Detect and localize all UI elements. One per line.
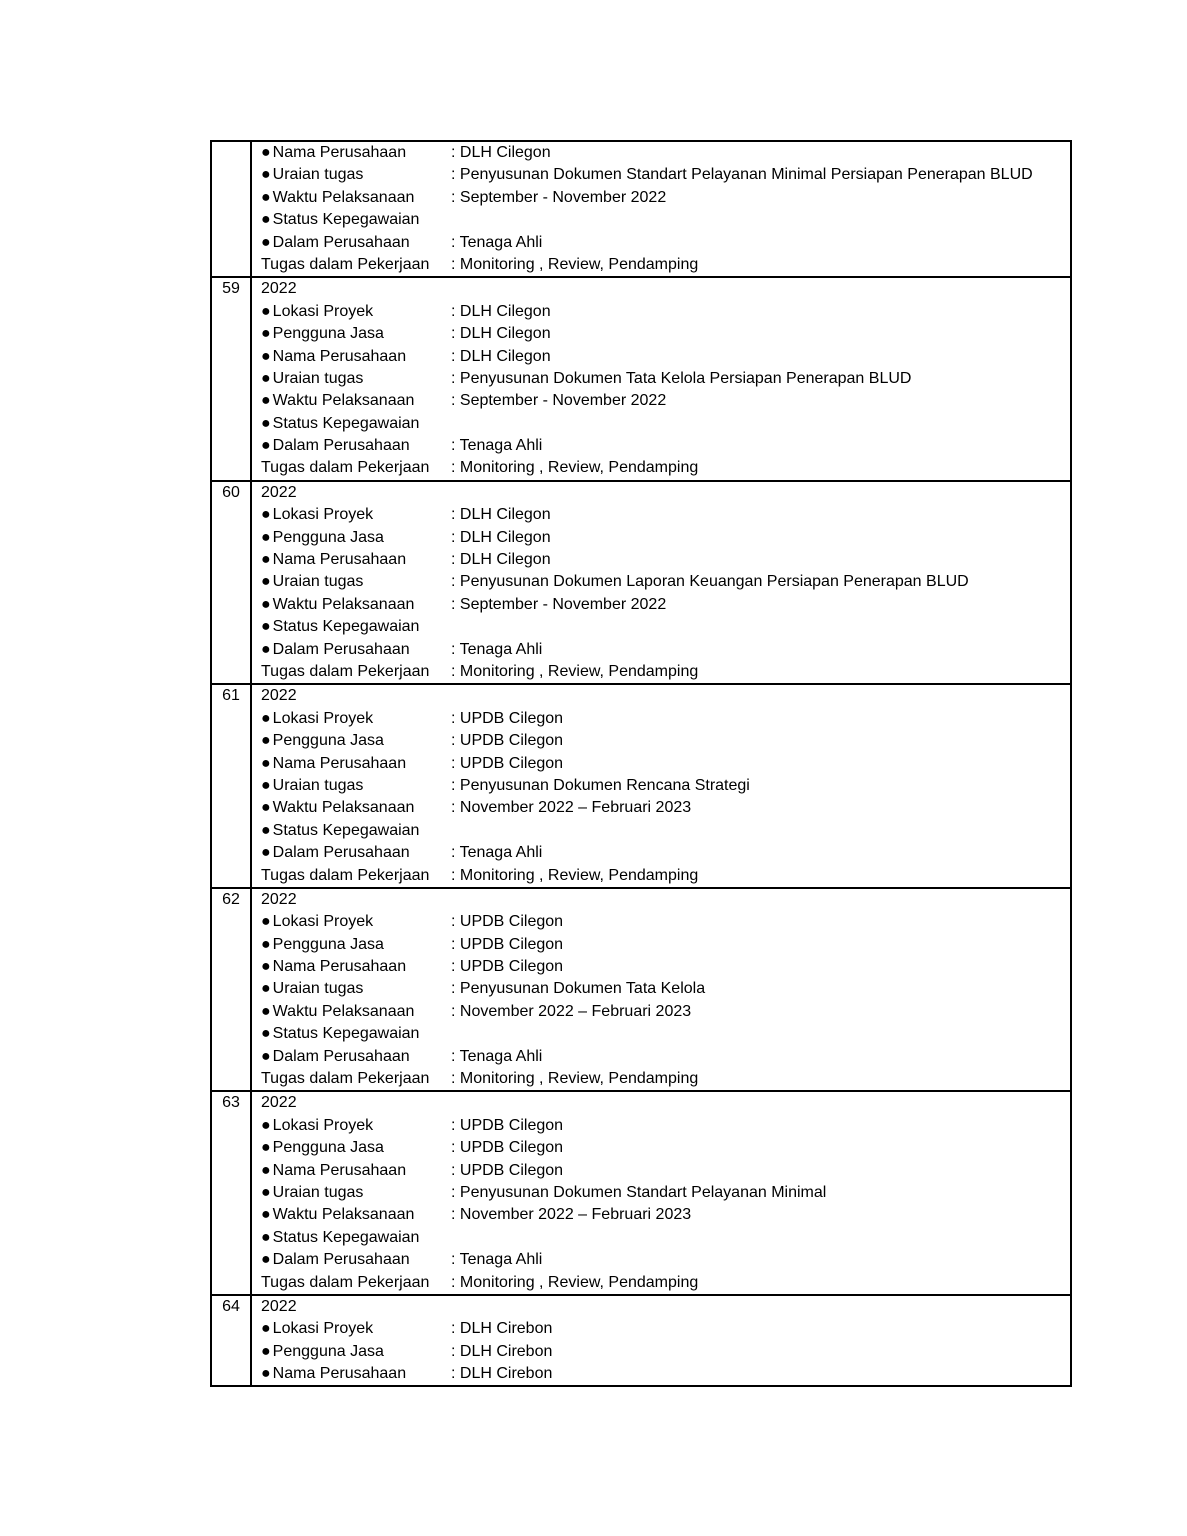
detail-label-cell: [261, 797, 451, 819]
detail-label: Lokasi Proyek: [272, 506, 374, 524]
detail-label: Dalam Perusahaan: [272, 1047, 410, 1065]
row-number: 64: [212, 1296, 252, 1386]
detail-label: Waktu Pelaksanaan: [272, 799, 415, 817]
detail-value: : Penyusunan Dokumen Standart Pelayanan Minimal Persiapan Penerapan BLUD: [451, 166, 1033, 184]
detail-value: : November 2022 – Februari 2023: [451, 1206, 692, 1224]
detail-label: Pengguna Jasa: [272, 325, 384, 343]
detail-value: : UPDB Cilegon: [451, 754, 564, 772]
detail-label-cell: [261, 435, 451, 457]
detail-label-cell: [261, 368, 451, 390]
bullet-icon: ●: [261, 1342, 271, 1360]
detail-line: [261, 1204, 1070, 1226]
detail-value: : Tenaga Ahli: [451, 437, 543, 455]
row-year: 2022: [261, 1297, 297, 1315]
detail-value: : Penyusunan Dokumen Rencana Strategi: [451, 776, 750, 794]
detail-label: Waktu Pelaksanaan: [272, 1206, 415, 1224]
detail-label-cell: [261, 1115, 451, 1137]
row-number: 63: [212, 1092, 252, 1294]
detail-line: [261, 1272, 1070, 1294]
table-row: [212, 683, 1070, 887]
row-number: [212, 142, 252, 276]
detail-line: [261, 457, 1070, 479]
detail-line: [261, 1182, 1070, 1204]
bullet-icon: ●: [261, 1365, 271, 1383]
detail-label: Uraian tugas: [272, 166, 364, 184]
detail-label-cell: [261, 911, 451, 933]
detail-label-cell: [261, 142, 451, 164]
row-content: [252, 1092, 1070, 1294]
bullet-icon: ●: [261, 325, 271, 343]
detail-value: : UPDB Cilegon: [451, 732, 564, 750]
detail-label: Tugas dalam Pekerjaan: [261, 662, 430, 680]
detail-line: [261, 616, 1070, 638]
detail-line: [261, 549, 1070, 571]
detail-line: [261, 164, 1070, 186]
detail-value: : UPDB Cilegon: [451, 935, 564, 953]
table-row: [212, 480, 1070, 684]
detail-label: Tugas dalam Pekerjaan: [261, 255, 430, 273]
detail-value: : UPDB Cilegon: [451, 1161, 564, 1179]
bullet-icon: ●: [261, 1139, 271, 1157]
detail-line: [261, 797, 1070, 819]
row-year: 2022: [261, 1094, 297, 1112]
bullet-icon: ●: [261, 1116, 271, 1134]
bullet-icon: ●: [261, 799, 271, 817]
detail-value: : Monitoring , Review, Pendamping: [451, 1070, 699, 1088]
detail-line: [261, 911, 1070, 933]
detail-label-cell: [261, 616, 451, 638]
detail-label: Waktu Pelaksanaan: [272, 392, 415, 410]
bullet-icon: ●: [261, 844, 271, 862]
detail-label-cell: [261, 390, 451, 412]
detail-label-cell: [261, 457, 451, 479]
row-content: [252, 482, 1070, 684]
detail-label: Status Kepegawaian: [272, 414, 420, 432]
detail-line: [261, 1318, 1070, 1340]
detail-line: [261, 594, 1070, 616]
row-content: [252, 1296, 1070, 1386]
detail-label: Status Kepegawaian: [272, 618, 420, 636]
bullet-icon: ●: [261, 528, 271, 546]
detail-value: : DLH Cirebon: [451, 1342, 553, 1360]
row-number: 62: [212, 889, 252, 1091]
bullet-icon: ●: [261, 709, 271, 727]
detail-label-cell: [261, 1068, 451, 1090]
detail-label: Uraian tugas: [272, 980, 364, 998]
detail-value: : DLH Cilegon: [451, 528, 551, 546]
bullet-icon: ●: [261, 776, 271, 794]
detail-line: [261, 1001, 1070, 1023]
detail-label-cell: [261, 1318, 451, 1340]
detail-value: : DLH Cirebon: [451, 1365, 553, 1383]
detail-line: [261, 1341, 1070, 1363]
detail-label: Nama Perusahaan: [272, 754, 407, 772]
detail-label: Lokasi Proyek: [272, 1320, 374, 1338]
bullet-icon: ●: [261, 144, 271, 161]
detail-label: Uraian tugas: [272, 369, 364, 387]
detail-line: [261, 730, 1070, 752]
row-content: [252, 278, 1070, 480]
detail-label-cell: [261, 639, 451, 661]
detail-label-cell: [261, 504, 451, 526]
detail-label-cell: [261, 301, 451, 323]
detail-label-cell: [261, 775, 451, 797]
detail-label-cell: [261, 1272, 451, 1294]
bullet-icon: ●: [261, 369, 271, 387]
detail-value: : Penyusunan Dokumen Standart Pelayanan Minimal: [451, 1183, 827, 1201]
detail-label-cell: [261, 820, 451, 842]
detail-value: : DLH Cilegon: [451, 551, 551, 569]
detail-value: : DLH Cilegon: [451, 325, 551, 343]
detail-label: Nama Perusahaan: [272, 144, 407, 161]
table-row: [212, 1090, 1070, 1294]
row-year: 2022: [261, 280, 297, 298]
bullet-icon: ●: [261, 1206, 271, 1224]
detail-value: : Tenaga Ahli: [451, 1047, 543, 1065]
detail-label-cell: [261, 1160, 451, 1182]
detail-value: : Tenaga Ahli: [451, 844, 543, 862]
bullet-icon: ●: [261, 958, 271, 976]
detail-label-cell: [261, 1023, 451, 1045]
detail-label-cell: [261, 346, 451, 368]
bullet-icon: ●: [261, 1161, 271, 1179]
detail-line: [261, 1160, 1070, 1182]
detail-label-cell: [261, 1182, 451, 1204]
row-number: 60: [212, 482, 252, 684]
detail-line: [261, 956, 1070, 978]
detail-line: [261, 368, 1070, 390]
detail-label-cell: [261, 1249, 451, 1271]
detail-line: [261, 346, 1070, 368]
detail-label-cell: [261, 1363, 451, 1385]
detail-value: : Tenaga Ahli: [451, 233, 543, 251]
detail-line: [261, 934, 1070, 956]
detail-value: : UPDB Cilegon: [451, 958, 564, 976]
bullet-icon: ●: [261, 437, 271, 455]
detail-value: : September - November 2022: [451, 392, 667, 410]
detail-value: : Monitoring , Review, Pendamping: [451, 662, 699, 680]
detail-line: [261, 504, 1070, 526]
detail-value: : UPDB Cilegon: [451, 1116, 564, 1134]
detail-label: Status Kepegawaian: [272, 1228, 420, 1246]
detail-label: Pengguna Jasa: [272, 732, 384, 750]
detail-line: [261, 639, 1070, 661]
detail-label: Waktu Pelaksanaan: [272, 1002, 415, 1020]
detail-line: [261, 1115, 1070, 1137]
detail-label: Dalam Perusahaan: [272, 1251, 410, 1269]
detail-value: : Penyusunan Dokumen Tata Kelola Persiapan Penerapan BLUD: [451, 369, 912, 387]
detail-label-cell: [261, 842, 451, 864]
bullet-icon: ●: [261, 1047, 271, 1065]
row-content: [252, 142, 1070, 276]
detail-label-cell: [261, 730, 451, 752]
detail-line: [261, 1227, 1070, 1249]
detail-label: Dalam Perusahaan: [272, 233, 410, 251]
detail-label-cell: [261, 527, 451, 549]
detail-label-cell: [261, 934, 451, 956]
detail-line: [261, 232, 1070, 254]
detail-label-cell: [261, 708, 451, 730]
bullet-icon: ●: [261, 1002, 271, 1020]
detail-label: Pengguna Jasa: [272, 1342, 384, 1360]
bullet-icon: ●: [261, 640, 271, 658]
bullet-icon: ●: [261, 595, 271, 613]
bullet-icon: ●: [261, 1025, 271, 1043]
bullet-icon: ●: [261, 211, 271, 229]
detail-label-cell: [261, 187, 451, 209]
detail-label: Uraian tugas: [272, 1183, 364, 1201]
detail-line: [261, 390, 1070, 412]
bullet-icon: ●: [261, 392, 271, 410]
experience-table: [210, 140, 1072, 1387]
table-row: [212, 276, 1070, 480]
detail-line: [261, 978, 1070, 1000]
detail-value: : September - November 2022: [451, 188, 667, 206]
detail-label-cell: [261, 413, 451, 435]
detail-label-cell: [261, 1341, 451, 1363]
bullet-icon: ●: [261, 618, 271, 636]
detail-line: [261, 254, 1070, 276]
detail-label: Dalam Perusahaan: [272, 437, 410, 455]
detail-line: [261, 323, 1070, 345]
detail-value: : DLH Cilegon: [451, 347, 551, 365]
detail-value: : UPDB Cilegon: [451, 1139, 564, 1157]
detail-label: Lokasi Proyek: [272, 302, 374, 320]
detail-label: Tugas dalam Pekerjaan: [261, 866, 430, 884]
detail-label: Lokasi Proyek: [272, 913, 374, 931]
bullet-icon: ●: [261, 233, 271, 251]
detail-line: [261, 775, 1070, 797]
detail-label: Nama Perusahaan: [272, 958, 407, 976]
detail-line: [261, 142, 1070, 164]
detail-line: [261, 1137, 1070, 1159]
detail-line: [261, 842, 1070, 864]
bullet-icon: ●: [261, 913, 271, 931]
detail-label-cell: [261, 978, 451, 1000]
detail-value: : DLH Cilegon: [451, 144, 551, 161]
detail-line: [261, 1249, 1070, 1271]
detail-value: : Penyusunan Dokumen Tata Kelola: [451, 980, 706, 998]
detail-label: Nama Perusahaan: [272, 1365, 407, 1383]
detail-label-cell: [261, 753, 451, 775]
row-year: 2022: [261, 483, 297, 501]
detail-label: Dalam Perusahaan: [272, 640, 410, 658]
detail-label: Tugas dalam Pekerjaan: [261, 1070, 430, 1088]
detail-line: [261, 413, 1070, 435]
detail-line: [261, 301, 1070, 323]
detail-label: Uraian tugas: [272, 776, 364, 794]
bullet-icon: ●: [261, 1251, 271, 1269]
detail-value: : DLH Cilegon: [451, 302, 551, 320]
detail-label: Pengguna Jasa: [272, 935, 384, 953]
detail-label: Lokasi Proyek: [272, 709, 374, 727]
row-number: 59: [212, 278, 252, 480]
bullet-icon: ●: [261, 573, 271, 591]
detail-line: [261, 708, 1070, 730]
detail-line: [261, 209, 1070, 231]
detail-value: : Monitoring , Review, Pendamping: [451, 866, 699, 884]
detail-label-cell: [261, 1001, 451, 1023]
detail-label-cell: [261, 594, 451, 616]
bullet-icon: ●: [261, 1320, 271, 1338]
bullet-icon: ●: [261, 935, 271, 953]
detail-label: Status Kepegawaian: [272, 1025, 420, 1043]
detail-label: Nama Perusahaan: [272, 1161, 407, 1179]
detail-label: Tugas dalam Pekerjaan: [261, 459, 430, 477]
detail-line: [261, 865, 1070, 887]
detail-label-cell: [261, 1204, 451, 1226]
bullet-icon: ●: [261, 732, 271, 750]
bullet-icon: ●: [261, 302, 271, 320]
detail-line: [261, 1068, 1070, 1090]
detail-value: : DLH Cirebon: [451, 1320, 553, 1338]
bullet-icon: ●: [261, 506, 271, 524]
detail-line: [261, 187, 1070, 209]
table-row: [212, 142, 1070, 276]
detail-label: Nama Perusahaan: [272, 347, 407, 365]
detail-value: : DLH Cilegon: [451, 506, 551, 524]
detail-line: [261, 1363, 1070, 1385]
bullet-icon: ●: [261, 1183, 271, 1201]
detail-line: [261, 1046, 1070, 1068]
row-year: 2022: [261, 687, 297, 705]
detail-label: Tugas dalam Pekerjaan: [261, 1273, 430, 1291]
bullet-icon: ●: [261, 821, 271, 839]
detail-value: : Penyusunan Dokumen Laporan Keuangan Persiapan Penerapan BLUD: [451, 573, 969, 591]
detail-value: : Monitoring , Review, Pendamping: [451, 1273, 699, 1291]
detail-value: : Monitoring , Review, Pendamping: [451, 255, 699, 273]
detail-value: : Monitoring , Review, Pendamping: [451, 459, 699, 477]
detail-line: [261, 661, 1070, 683]
bullet-icon: ●: [261, 188, 271, 206]
table-row: [212, 1294, 1070, 1386]
bullet-icon: ●: [261, 1228, 271, 1246]
detail-value: : UPDB Cilegon: [451, 913, 564, 931]
detail-line: [261, 435, 1070, 457]
bullet-icon: ●: [261, 551, 271, 569]
detail-label: Pengguna Jasa: [272, 528, 384, 546]
detail-value: : November 2022 – Februari 2023: [451, 1002, 692, 1020]
detail-label: Dalam Perusahaan: [272, 844, 410, 862]
detail-label-cell: [261, 232, 451, 254]
row-number: 61: [212, 685, 252, 887]
detail-label-cell: [261, 956, 451, 978]
detail-label: Pengguna Jasa: [272, 1139, 384, 1157]
detail-line: [261, 571, 1070, 593]
bullet-icon: ●: [261, 754, 271, 772]
detail-label: Status Kepegawaian: [272, 821, 420, 839]
detail-value: : November 2022 – Februari 2023: [451, 799, 692, 817]
detail-label-cell: [261, 1227, 451, 1249]
row-content: [252, 889, 1070, 1091]
detail-label: Status Kepegawaian: [272, 211, 420, 229]
detail-label: Nama Perusahaan: [272, 551, 407, 569]
detail-value: : September - November 2022: [451, 595, 667, 613]
detail-label: Lokasi Proyek: [272, 1116, 374, 1134]
row-content: [252, 685, 1070, 887]
detail-line: [261, 527, 1070, 549]
detail-label-cell: [261, 164, 451, 186]
detail-label-cell: [261, 323, 451, 345]
bullet-icon: ●: [261, 166, 271, 184]
detail-label-cell: [261, 1137, 451, 1159]
table-row: [212, 887, 1070, 1091]
bullet-icon: ●: [261, 414, 271, 432]
detail-label-cell: [261, 549, 451, 571]
detail-value: : UPDB Cilegon: [451, 709, 564, 727]
detail-label: Waktu Pelaksanaan: [272, 595, 415, 613]
detail-line: [261, 820, 1070, 842]
detail-label-cell: [261, 865, 451, 887]
bullet-icon: ●: [261, 980, 271, 998]
detail-value: : Tenaga Ahli: [451, 640, 543, 658]
detail-label-cell: [261, 661, 451, 683]
row-year: 2022: [261, 890, 297, 908]
detail-label: Waktu Pelaksanaan: [272, 188, 415, 206]
detail-label: Uraian tugas: [272, 573, 364, 591]
detail-label-cell: [261, 1046, 451, 1068]
detail-line: [261, 1023, 1070, 1045]
detail-label-cell: [261, 209, 451, 231]
detail-line: [261, 753, 1070, 775]
detail-value: : Tenaga Ahli: [451, 1251, 543, 1269]
detail-label-cell: [261, 254, 451, 276]
bullet-icon: ●: [261, 347, 271, 365]
detail-label-cell: [261, 571, 451, 593]
